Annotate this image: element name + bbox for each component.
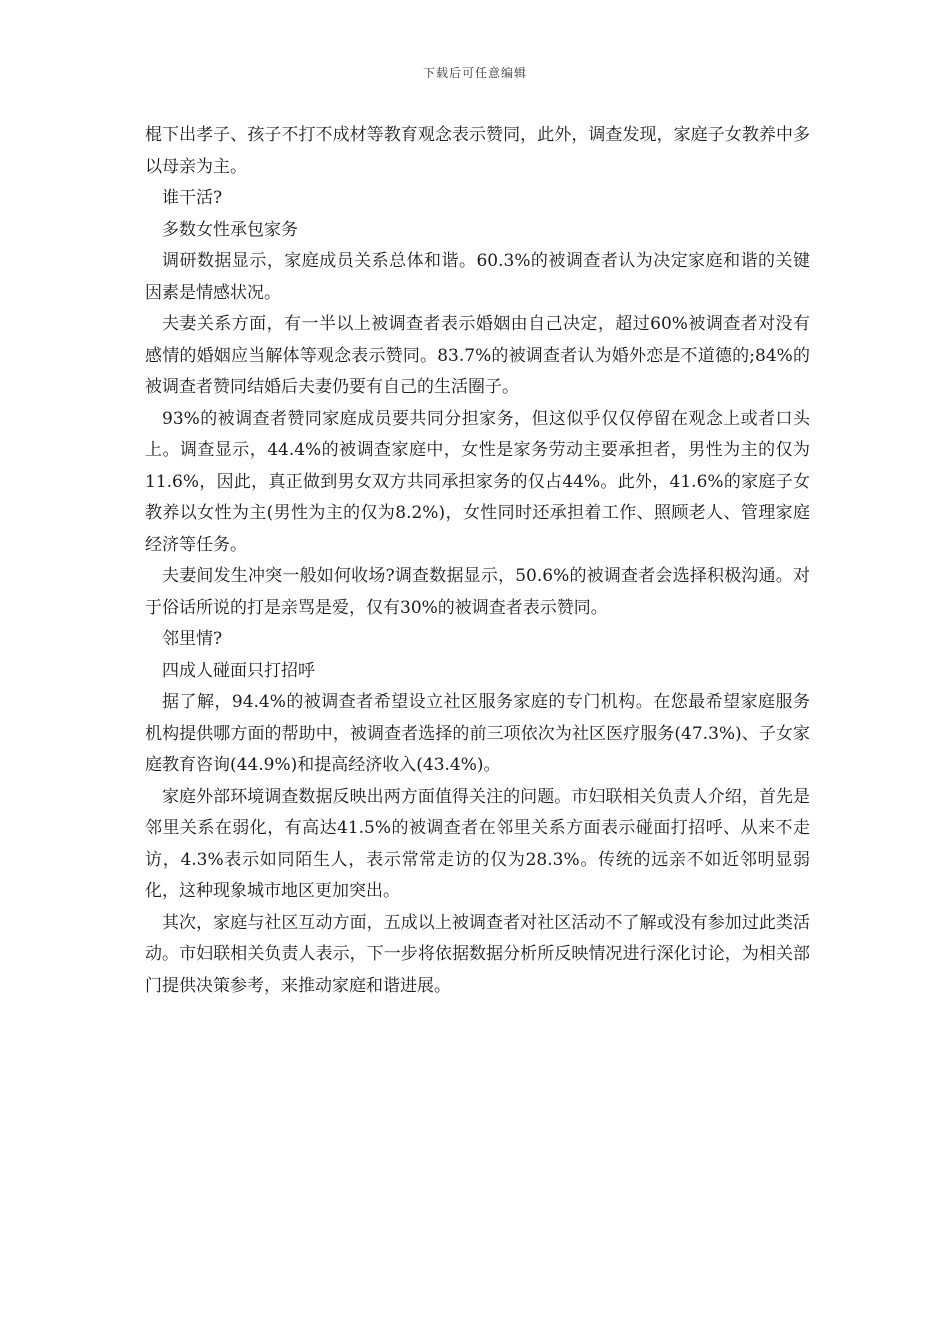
paragraph-marriage: 夫妻关系方面，有一半以上被调查者表示婚姻由自己决定，超过60%被调查者对没有感情的婚姻应当解体等观念表示赞同。83.7%的被调查者认为婚外恋是不道德的;84%的被调查者赞同结婚后夫妻仍要有自己的生活圈子。	[145, 314, 810, 397]
paragraph-conflict: 夫妻间发生冲突一般如何收场?调查数据显示，50.6%的被调查者会选择积极沟通。对于俗话所说的打是亲骂是爱，仅有30%的被调查者表示赞同。	[145, 566, 810, 618]
page-header: 下载后可任意编辑	[422, 66, 527, 80]
section-heading-housework: 多数女性承包家务	[162, 219, 298, 240]
paragraph-continuation: 棍下出孝子、孩子不打不成材等教育观念表示赞同，此外，调查发现，家庭子女教养中多以母亲为主。	[145, 125, 810, 177]
paragraph-community-service: 据了解，94.4%的被调查者希望设立社区服务家庭的专门机构。在您最希望家庭服务机构提供哪方面的帮助中，被调查者选择的前三项依次为社区医疗服务(47.3%)、子女家庭教育咨询(44.9%)和提高经济收入(43.4%)。	[145, 692, 810, 775]
section-question-who-works: 谁干活?	[162, 188, 223, 208]
section-heading-greeting: 四成人碰面只打招呼	[162, 660, 315, 681]
paragraph-housework-share: 93%的被调查者赞同家庭成员要共同分担家务，但这似乎仅仅停留在观念上或者口头上。调查显示，44.4%的被调查家庭中，女性是家务劳动主要承担者，男性为主的仅为11.6%，因此，真正做到男女双方共同承担家务的仅占44%。此外，41.6%的家庭子女教养以女性为主(男性为主的仅为8.2%)，女性同时还承担着工作、照顾老人、管理家庭经济等任务。	[145, 408, 810, 555]
paragraph-community-interaction: 其次，家庭与社区互动方面，五成以上被调查者对社区活动不了解或没有参加过此类活动。市妇联相关负责人表示，下一步将依据数据分析所反映情况进行深化讨论，为相关部门提供决策参考，来推动家庭和谐进展。	[145, 912, 810, 996]
section-question-neighbors: 邻里情?	[162, 629, 223, 649]
paragraph-harmony: 调研数据显示，家庭成员关系总体和谐。60.3%的被调查者认为决定家庭和谐的关键因素是情感状况。	[145, 251, 810, 303]
document-body	[145, 120, 810, 1002]
paragraph-external-environment: 家庭外部环境调查数据反映出两方面值得关注的问题。市妇联相关负责人介绍，首先是邻里关系在弱化，有高达41.5%的被调查者在邻里关系方面表示碰面打招呼、从来不走访，4.3%表示如同陌生人，表示常常走访的仅为28.3%。传统的远亲不如近邻明显弱化，这种现象城市地区更加突出。	[145, 786, 810, 901]
